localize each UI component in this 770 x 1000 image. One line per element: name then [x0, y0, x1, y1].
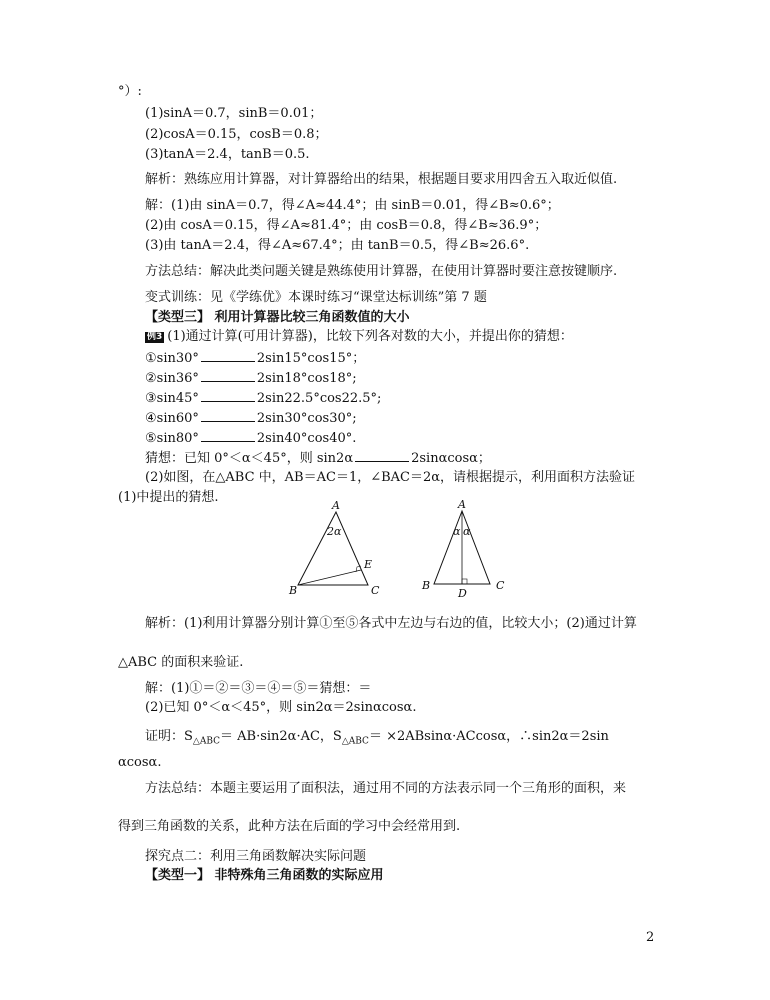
altitude-be [298, 570, 361, 585]
compare-right: 2sin18°cos18°; [256, 371, 357, 386]
text-line: (2)如图，在△ABC 中，AB＝AC＝1，∠BAC＝2α，请根据提示，利用面积方法验证 [145, 470, 636, 485]
compare-left: ③sin45° [145, 391, 199, 406]
solution-line: 解：(1)①＝②＝③＝④＝⑤＝猜想：＝ [145, 681, 372, 696]
method-summary: 方法总结：本题主要运用了面积法，通过用不同的方法表示同一个三角形的面积，来 [145, 781, 627, 796]
label-angle: 2α [327, 525, 342, 538]
compare-left: ⑤sin80° [145, 431, 199, 446]
compare-row [145, 410, 357, 427]
text-line: (1)sinA＝0.7，sinB＝0.01； [145, 106, 323, 121]
compare-left: ①sin30° [145, 351, 199, 366]
answer-blank [355, 450, 409, 462]
label-a: A [332, 500, 340, 512]
label-b: B [289, 584, 298, 596]
triangle-figure-right [412, 498, 512, 598]
proof-line [145, 729, 609, 750]
compare-row [145, 350, 365, 367]
proof-part: 证明：S [145, 729, 193, 744]
triangle-figure-left [286, 500, 386, 596]
label-e: E [364, 558, 373, 571]
compare-right: 2sin40°cos40°. [256, 431, 357, 446]
analysis-line: 解析：(1)利用计算器分别计算①至⑤各式中左边与右边的值，比较大小；(2)通过计算 [145, 616, 637, 631]
solution-line: (2)由 cosA＝0.15，得∠A≈81.4°；由 cosB＝0.8，得∠B≈36.9°； [145, 218, 548, 233]
conjecture-left: 猜想：已知 0°＜α＜45°，则 sin2α [145, 451, 354, 466]
label-d: D [458, 587, 467, 598]
text-line: (2)cosA＝0.15，cosB＝0.8； [145, 127, 328, 142]
compare-left: ④sin60° [145, 411, 199, 426]
label-alpha-left: α [453, 525, 461, 538]
analysis-line: 解析：熟练应用计算器，对计算器给出的结果，根据题目要求用四舍五入取近似值. [145, 172, 618, 187]
conjecture-line [145, 450, 491, 467]
solution-line: (2)已知 0°＜α＜45°，则 sin2α＝2sinαcosα. [145, 700, 417, 715]
answer-blank [201, 410, 255, 422]
label-a: A [458, 498, 466, 511]
right-angle-mark [462, 579, 467, 584]
analysis-line: △ABC 的面积来验证. [118, 655, 244, 670]
solution-line: (3)由 tanA＝2.4，得∠A≈67.4°；由 tanB＝0.5，得∠B≈26.6°. [145, 238, 530, 253]
text-line: (3)tanA＝2.4，tanB＝0.5. [145, 147, 310, 162]
answer-blank [201, 370, 255, 382]
triangle-abc [298, 512, 368, 585]
section-heading: 【类型三】 利用计算器比较三角函数值的大小 [145, 310, 410, 325]
compare-left: ②sin36° [145, 371, 199, 386]
example-line [145, 329, 573, 345]
page-number: 2 [646, 930, 655, 945]
label-alpha-right: α [463, 525, 471, 538]
proof-subscript: △ABC [192, 736, 220, 747]
solution-line: 解：(1)由 sinA＝0.7，得∠A≈44.4°；由 sinB＝0.01，得∠B≈0.6°； [145, 198, 560, 213]
compare-right: 2sin22.5°cos22.5°; [256, 391, 382, 406]
proof-subscript: △ABC [341, 736, 369, 747]
section-heading: 【类型一】 非特殊角三角函数的实际应用 [145, 868, 384, 883]
proof-line: αcosα. [118, 755, 162, 770]
proof-part: ＝ ×2ABsinα·ACcosα，∴sin2α＝2sin [368, 729, 609, 744]
answer-blank [201, 430, 255, 442]
example-text: (1)通过计算(可用计算器)，比较下列各对数的大小，并提出你的猜想： [167, 329, 573, 344]
method-summary: 方法总结：解决此类问题关键是熟练使用计算器，在使用计算器时要注意按键顺序. [145, 264, 618, 279]
proof-part: ＝ AB·sin2α·AC，S [220, 729, 342, 744]
variant-training: 变式训练：见《学练优》本课时练习“课堂达标训练”第 7 题 [145, 290, 487, 305]
section-title: 探究点二：利用三角函数解决实际问题 [145, 849, 367, 864]
label-b: B [422, 579, 431, 592]
label-c: C [496, 579, 505, 592]
example-badge: 例3 [147, 332, 163, 342]
label-c: C [371, 584, 380, 596]
compare-right: 2sin30°cos30°; [256, 411, 357, 426]
conjecture-right: 2sinαcosα； [411, 451, 491, 466]
answer-blank [201, 390, 255, 402]
text-line: (1)中提出的猜想. [118, 490, 219, 505]
answer-blank [201, 350, 255, 362]
compare-row [145, 430, 356, 447]
method-summary: 得到三角函数的关系，此种方法在后面的学习中会经常用到. [118, 819, 461, 834]
compare-right: 2sin15°cos15°； [256, 351, 366, 366]
compare-row [145, 370, 357, 387]
text-line: °）: [118, 84, 142, 99]
compare-row [145, 390, 381, 407]
